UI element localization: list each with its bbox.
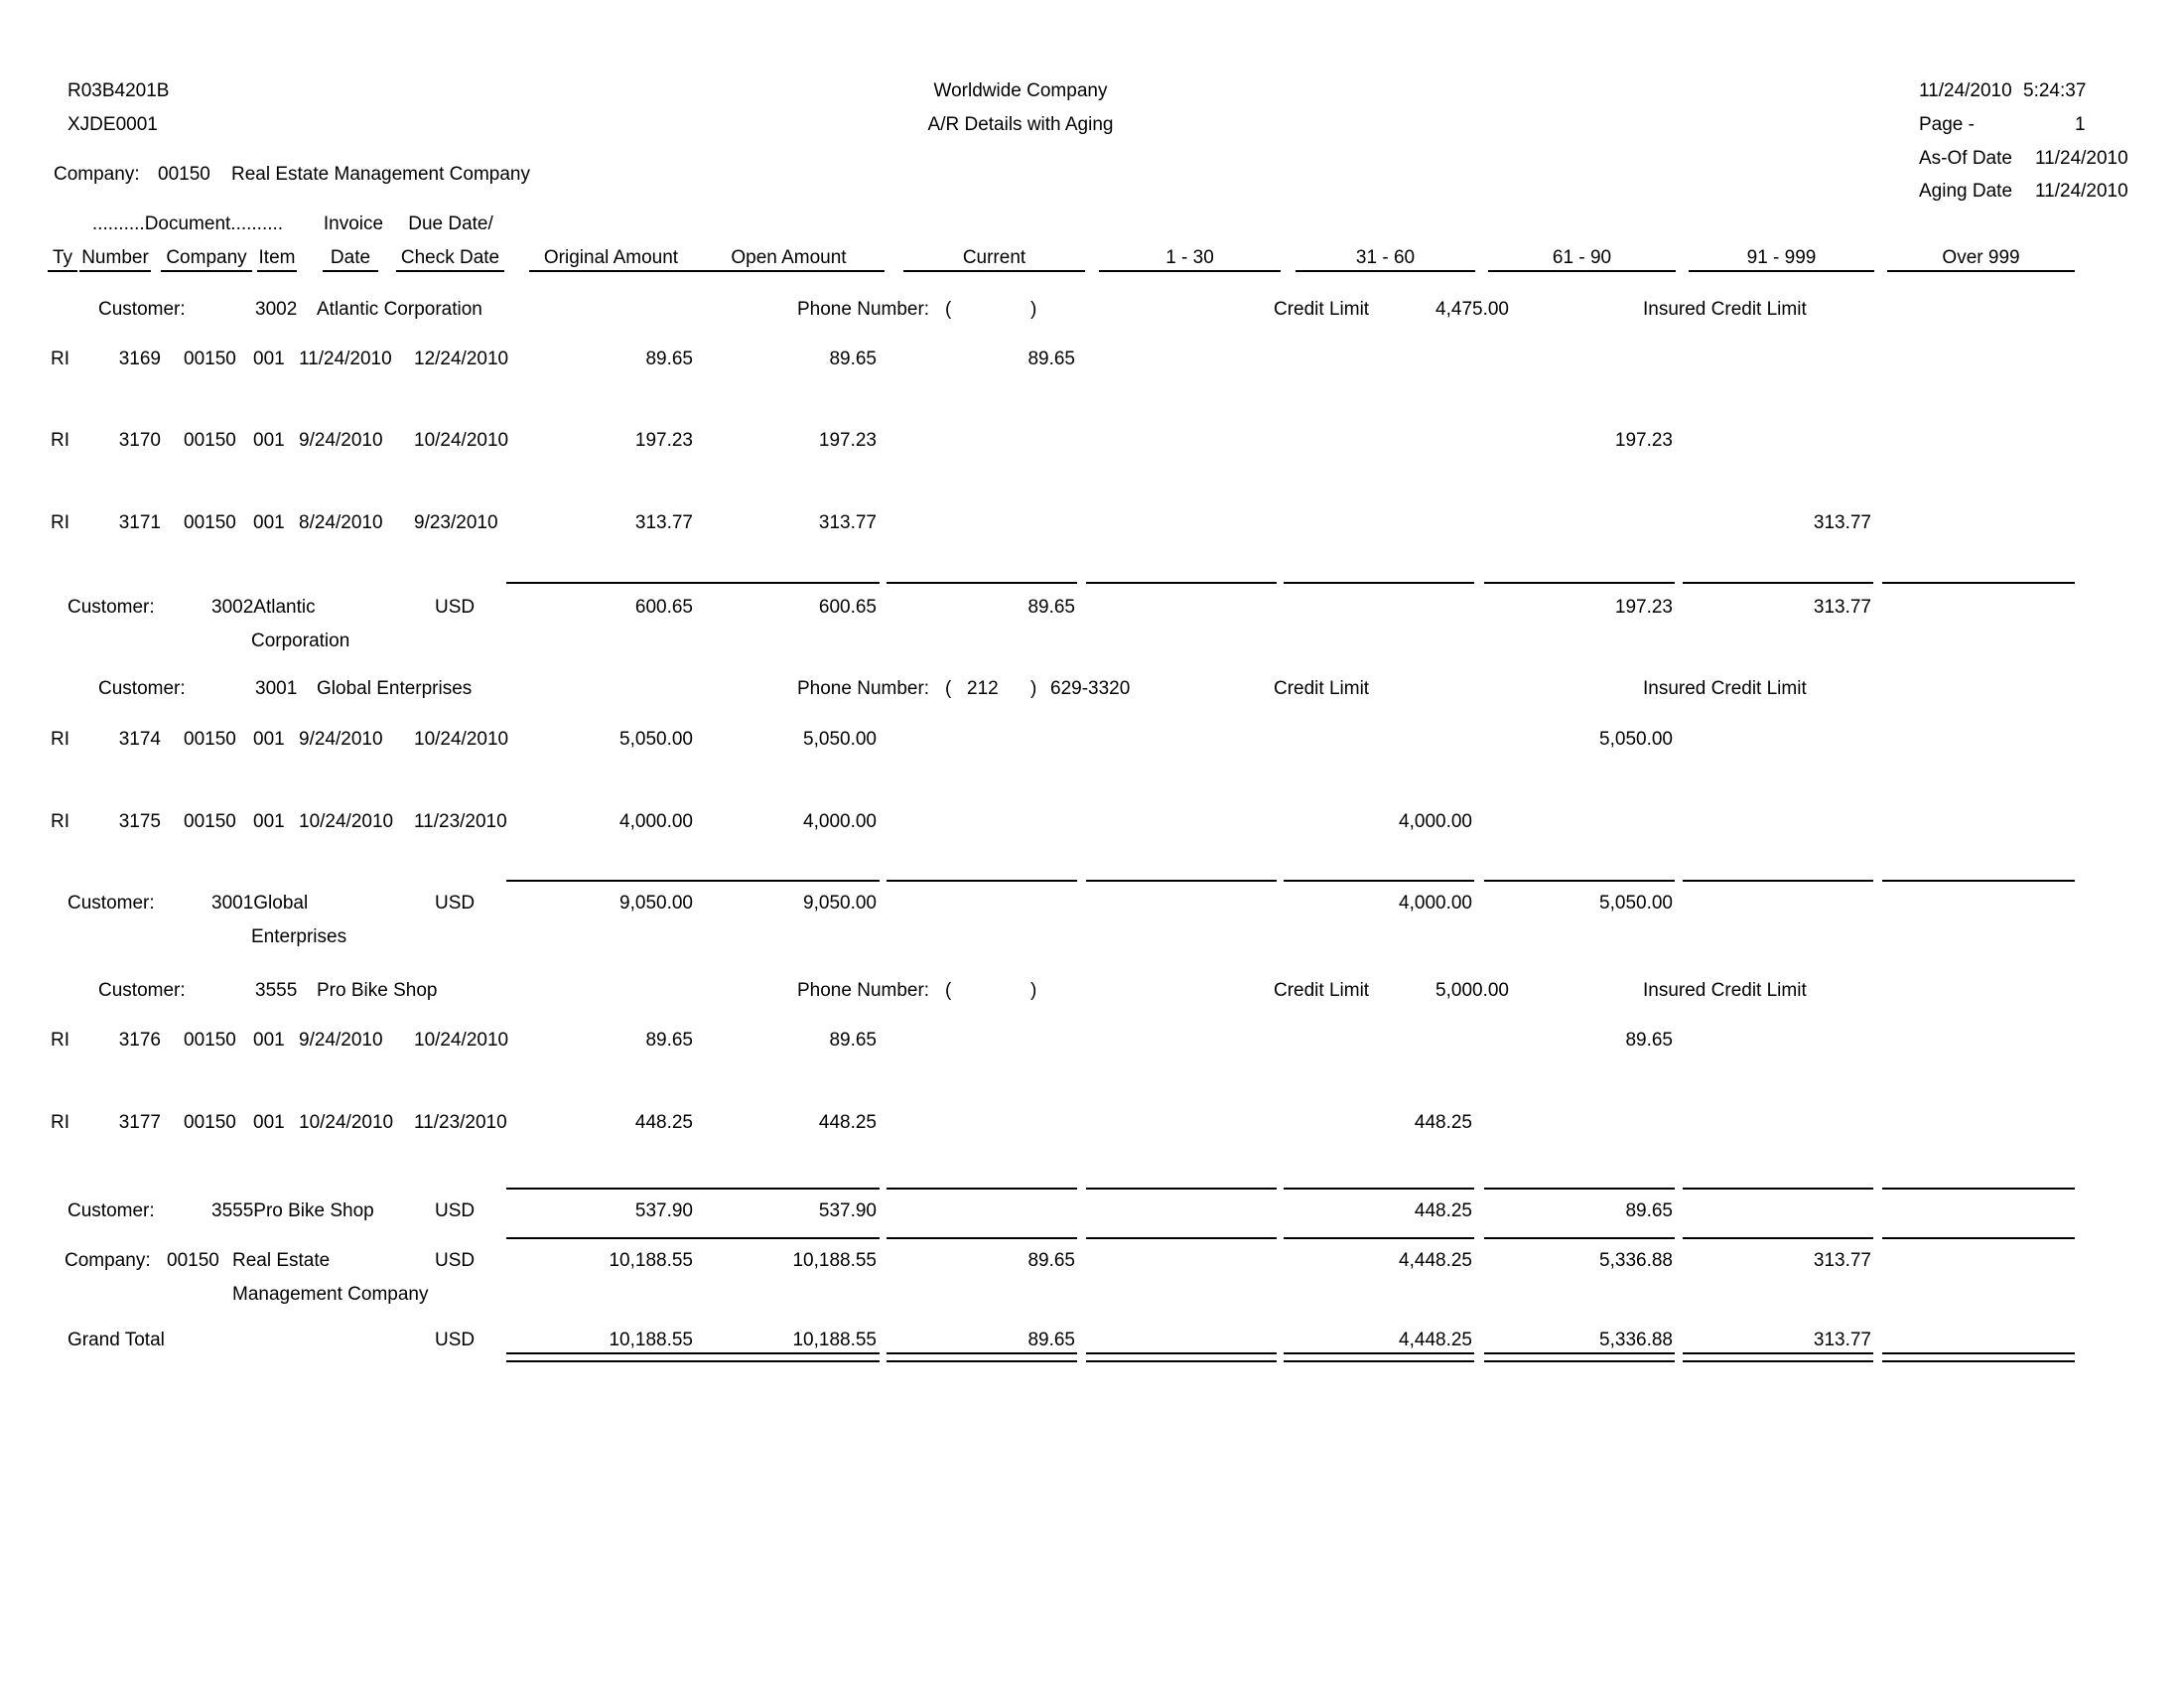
total-overline (0, 1188, 2184, 1190)
total-61-90: 89.65 (1625, 1200, 1673, 1221)
total-overline (0, 582, 2184, 584)
total-31-60: 4,448.25 (1399, 1250, 1472, 1271)
total-91-999: 313.77 (1813, 1330, 1871, 1350)
cell-open-amount: 313.77 (818, 512, 877, 533)
total-original-amount: 600.65 (634, 597, 693, 618)
customer-name: Pro Bike Shop (317, 980, 438, 1001)
run-date: 11/24/2010 (1919, 80, 2012, 101)
cell-doc-type: RI (51, 811, 69, 832)
insured-credit-limit-label: Insured Credit Limit (1643, 299, 1807, 320)
total-91-999: 313.77 (1813, 597, 1871, 618)
cell-due-date: 11/23/2010 (414, 811, 507, 832)
total-overline (0, 1237, 2184, 1239)
cell-due-date: 9/23/2010 (414, 512, 498, 533)
cell-invoice-date: 9/24/2010 (299, 430, 383, 451)
currency-code: USD (435, 597, 476, 618)
cell-open-amount: 89.65 (829, 349, 877, 369)
run-time: 5:24:37 (2023, 80, 2087, 101)
col-group-due-date: Due Date/ (408, 213, 493, 234)
cell-doc-type: RI (51, 349, 69, 369)
phone-number: 629-3320 (1050, 678, 1131, 699)
page-number: 1 (2075, 114, 2086, 135)
currency-code: USD (435, 893, 476, 914)
grand-total-label: Grand Total (68, 1330, 165, 1350)
cell-doc-number: 3170 (118, 430, 161, 451)
cell-31-60: 4,000.00 (1399, 811, 1472, 832)
cell-61-90: 89.65 (1625, 1030, 1673, 1051)
credit-limit-value: 5,000.00 (1435, 980, 1509, 1001)
total-original-amount: 10,188.55 (609, 1250, 693, 1271)
phone-paren-open: ( (945, 980, 952, 1001)
col-header-company: Company (166, 247, 247, 268)
company-total-name: Real Estate (232, 1250, 331, 1271)
as-of-label: As-Of Date (1919, 148, 2012, 169)
customer-label: Customer: (98, 980, 186, 1001)
cell-doc-company: 00150 (184, 811, 236, 832)
customer-total-name: 3002Atlantic (211, 597, 316, 618)
col-header-ty: Ty (52, 247, 73, 268)
company-total-name-wrap: Management Company (232, 1284, 429, 1305)
report-subtitle: A/R Details with Aging (927, 114, 1114, 135)
cell-doc-type: RI (51, 1112, 69, 1133)
cell-doc-item: 001 (253, 1112, 285, 1133)
phone-label: Phone Number: (797, 980, 930, 1001)
total-current: 89.65 (1027, 1250, 1075, 1271)
total-31-60: 4,448.25 (1399, 1330, 1472, 1350)
insured-credit-limit-label: Insured Credit Limit (1643, 678, 1807, 699)
cell-doc-number: 3177 (118, 1112, 161, 1133)
customer-total-name-wrap: Enterprises (251, 926, 347, 947)
phone-label: Phone Number: (797, 678, 930, 699)
cell-doc-number: 3171 (118, 512, 161, 533)
col-header-91-999: 91 - 999 (1746, 247, 1817, 268)
cell-doc-type: RI (51, 430, 69, 451)
cell-original-amount: 5,050.00 (619, 729, 693, 750)
cell-doc-item: 001 (253, 729, 285, 750)
phone-paren-close: ) (1030, 299, 1037, 320)
program-id: R03B4201B (68, 80, 170, 101)
phone-label: Phone Number: (797, 299, 930, 320)
total-original-amount: 9,050.00 (619, 893, 693, 914)
cell-open-amount: 5,050.00 (803, 729, 877, 750)
phone-paren-open: ( (945, 678, 952, 699)
cell-doc-number: 3174 (118, 729, 161, 750)
aging-label: Aging Date (1919, 181, 2013, 202)
col-header-1-30: 1 - 30 (1165, 247, 1214, 268)
customer-label: Customer: (98, 678, 186, 699)
grand-total-double-rule (0, 1360, 2184, 1362)
phone-paren-close: ) (1030, 678, 1037, 699)
cell-due-date: 10/24/2010 (414, 430, 509, 451)
cell-due-date: 10/24/2010 (414, 729, 509, 750)
cell-doc-company: 00150 (184, 729, 236, 750)
customer-total-label: Customer: (68, 893, 155, 914)
phone-paren-open: ( (945, 299, 952, 320)
customer-number: 3002 (255, 299, 298, 320)
cell-61-90: 197.23 (1614, 430, 1673, 451)
total-61-90: 197.23 (1614, 597, 1673, 618)
col-group-invoice: Invoice (323, 213, 384, 234)
cell-doc-item: 001 (253, 349, 285, 369)
phone-paren-close: ) (1030, 980, 1037, 1001)
phone-area-code: 212 (967, 678, 999, 699)
company-name: Real Estate Management Company (231, 164, 530, 185)
cell-original-amount: 4,000.00 (619, 811, 693, 832)
cell-61-90: 5,050.00 (1599, 729, 1673, 750)
customer-name: Global Enterprises (317, 678, 473, 699)
page-label: Page - (1919, 114, 1975, 135)
cell-doc-item: 001 (253, 1030, 285, 1051)
cell-open-amount: 89.65 (829, 1030, 877, 1051)
customer-total-label: Customer: (68, 597, 155, 618)
cell-invoice-date: 9/24/2010 (299, 1030, 383, 1051)
cell-doc-company: 00150 (184, 430, 236, 451)
cell-doc-number: 3176 (118, 1030, 161, 1051)
cell-doc-item: 001 (253, 811, 285, 832)
total-61-90: 5,336.88 (1599, 1250, 1673, 1271)
cell-invoice-date: 10/24/2010 (299, 811, 394, 832)
customer-total-name: 3001Global (211, 893, 309, 914)
insured-credit-limit-label: Insured Credit Limit (1643, 980, 1807, 1001)
as-of-date: 11/24/2010 (2035, 148, 2128, 169)
cell-doc-type: RI (51, 1030, 69, 1051)
cell-doc-number: 3175 (118, 811, 161, 832)
cell-due-date: 10/24/2010 (414, 1030, 509, 1051)
customer-total-name-wrap: Corporation (251, 631, 350, 651)
cell-doc-company: 00150 (184, 512, 236, 533)
cell-invoice-date: 9/24/2010 (299, 729, 383, 750)
cell-doc-company: 00150 (184, 349, 236, 369)
total-open-amount: 10,188.55 (792, 1330, 877, 1350)
col-header-over-999: Over 999 (1942, 247, 2020, 268)
total-open-amount: 10,188.55 (792, 1250, 877, 1271)
total-original-amount: 537.90 (634, 1200, 693, 1221)
column-underline (0, 270, 2184, 272)
cell-current: 89.65 (1027, 349, 1075, 369)
cell-open-amount: 4,000.00 (803, 811, 877, 832)
credit-limit-label: Credit Limit (1274, 299, 1370, 320)
total-61-90: 5,050.00 (1599, 893, 1673, 914)
col-header-current: Current (962, 247, 1026, 268)
customer-number: 3001 (255, 678, 298, 699)
total-31-60: 4,000.00 (1399, 893, 1472, 914)
credit-limit-label: Credit Limit (1274, 980, 1370, 1001)
cell-due-date: 12/24/2010 (414, 349, 509, 369)
customer-label: Customer: (98, 299, 186, 320)
cell-doc-item: 001 (253, 512, 285, 533)
col-header-31-60: 31 - 60 (1355, 247, 1416, 268)
cell-due-date: 11/23/2010 (414, 1112, 507, 1133)
cell-open-amount: 448.25 (818, 1112, 877, 1133)
company-code: 00150 (158, 164, 210, 185)
total-current: 89.65 (1027, 1330, 1075, 1350)
cell-open-amount: 197.23 (818, 430, 877, 451)
cell-doc-company: 00150 (184, 1030, 236, 1051)
total-61-90: 5,336.88 (1599, 1330, 1673, 1350)
currency-code: USD (435, 1330, 476, 1350)
col-header-open-amount: Open Amount (731, 247, 847, 268)
report-title: Worldwide Company (933, 80, 1108, 101)
total-open-amount: 537.90 (818, 1200, 877, 1221)
cell-original-amount: 89.65 (645, 349, 693, 369)
company-total-label: Company: (65, 1250, 151, 1271)
cell-invoice-date: 8/24/2010 (299, 512, 383, 533)
cell-invoice-date: 11/24/2010 (299, 349, 392, 369)
credit-limit-label: Credit Limit (1274, 678, 1370, 699)
cell-31-60: 448.25 (1414, 1112, 1472, 1133)
total-overline (0, 880, 2184, 882)
col-header-61-90: 61 - 90 (1552, 247, 1612, 268)
company-label: Company: (54, 164, 140, 185)
grand-total-double-rule (0, 1352, 2184, 1354)
currency-code: USD (435, 1250, 476, 1271)
cell-original-amount: 197.23 (634, 430, 693, 451)
col-header-number: Number (81, 247, 149, 268)
total-original-amount: 10,188.55 (609, 1330, 693, 1350)
customer-number: 3555 (255, 980, 298, 1001)
col-header-check-date: Check Date (400, 247, 500, 268)
col-header-date: Date (330, 247, 371, 268)
col-group-document: ..........Document.......... (91, 213, 284, 234)
cell-doc-type: RI (51, 512, 69, 533)
total-open-amount: 600.65 (818, 597, 877, 618)
customer-total-label: Customer: (68, 1200, 155, 1221)
customer-name: Atlantic Corporation (317, 299, 482, 320)
cell-original-amount: 313.77 (634, 512, 693, 533)
aging-date: 11/24/2010 (2035, 181, 2128, 202)
cell-doc-item: 001 (253, 430, 285, 451)
col-header-item: Item (258, 247, 296, 268)
cell-91-999: 313.77 (1813, 512, 1871, 533)
cell-doc-type: RI (51, 729, 69, 750)
customer-total-name: 3555Pro Bike Shop (211, 1200, 374, 1221)
total-91-999: 313.77 (1813, 1250, 1871, 1271)
credit-limit-value: 4,475.00 (1435, 299, 1509, 320)
report-version: XJDE0001 (68, 114, 158, 135)
total-31-60: 448.25 (1414, 1200, 1472, 1221)
cell-doc-number: 3169 (118, 349, 161, 369)
total-current: 89.65 (1027, 597, 1075, 618)
col-header-original-amount: Original Amount (543, 247, 679, 268)
cell-invoice-date: 10/24/2010 (299, 1112, 394, 1133)
company-total-code: 00150 (167, 1250, 219, 1271)
cell-original-amount: 89.65 (645, 1030, 693, 1051)
cell-original-amount: 448.25 (634, 1112, 693, 1133)
cell-doc-company: 00150 (184, 1112, 236, 1133)
currency-code: USD (435, 1200, 476, 1221)
total-open-amount: 9,050.00 (803, 893, 877, 914)
